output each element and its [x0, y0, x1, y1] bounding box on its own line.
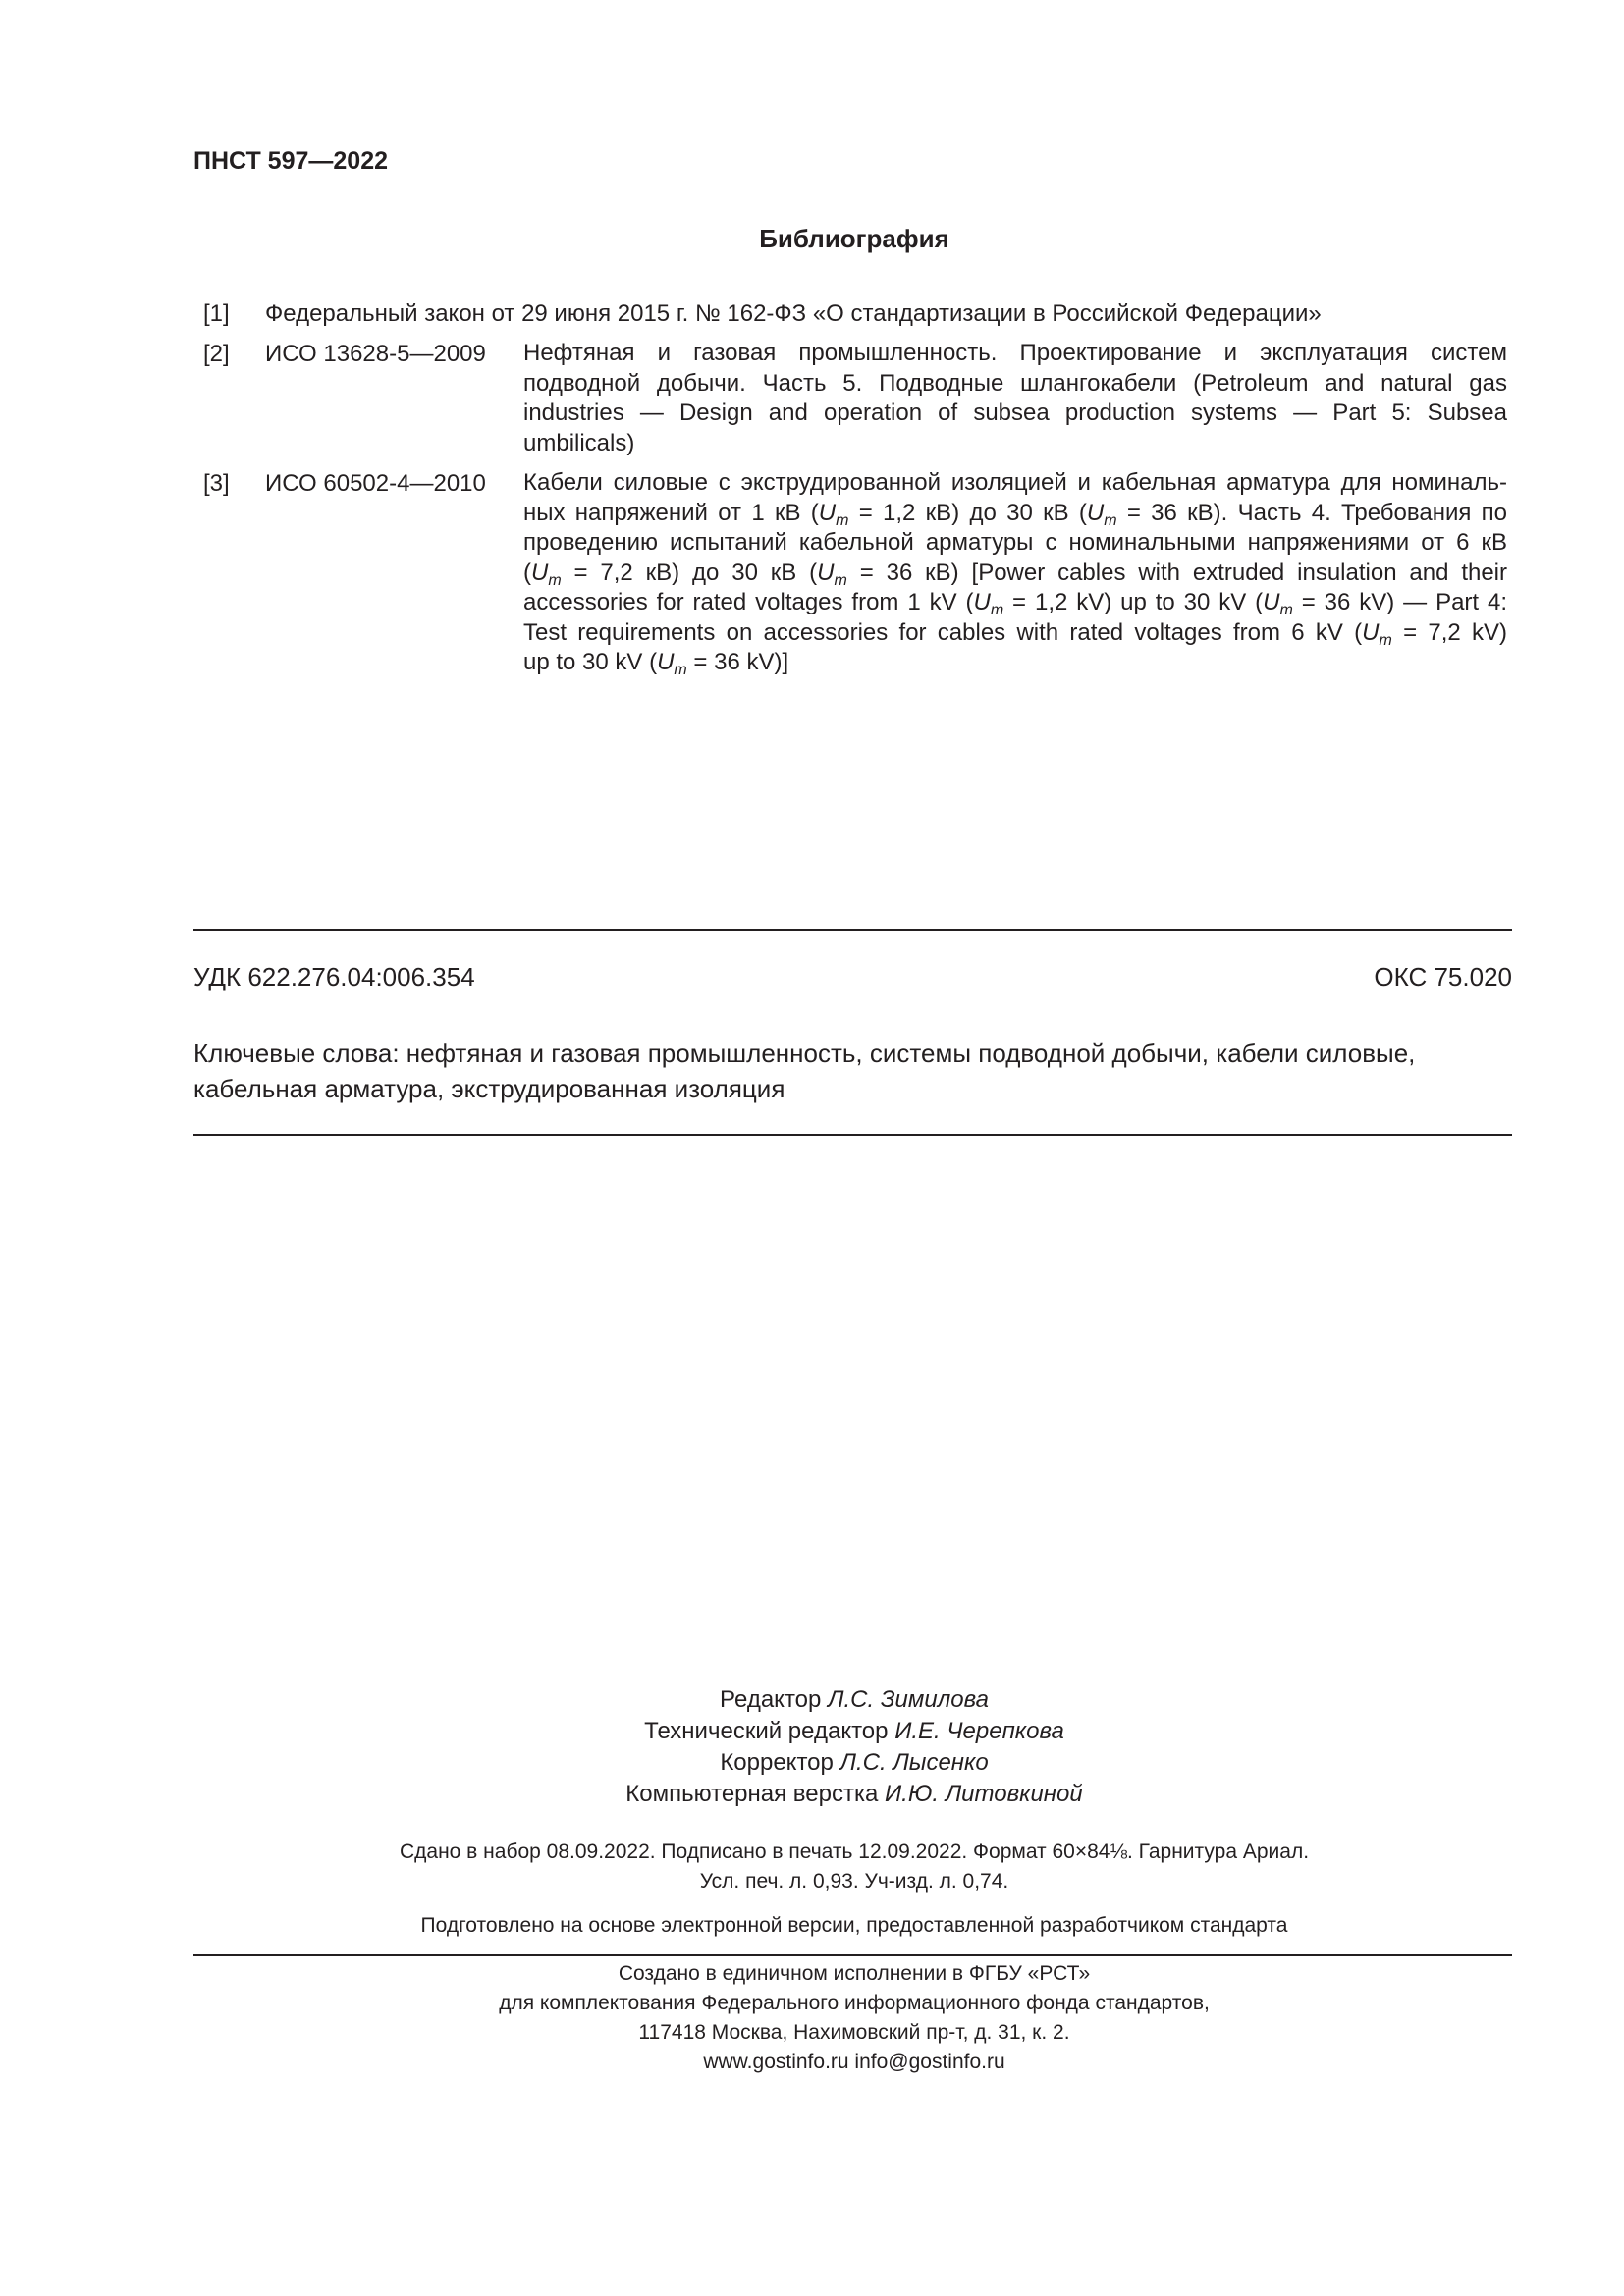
- credit-layout: Компьютерная верстка И.Ю. Литовкиной: [625, 1781, 1083, 1807]
- bib-text-3-line: accessories for rated voltages from 1 kV ($U_m = 1,2$ kV) up to 30 kV ($U_m = 36$ kV) — Part 4:: [523, 589, 1507, 618]
- bib-text-3-line: up to 30 kV ($U_m = 36$ kV)]: [523, 649, 789, 678]
- credits-block: [0, 1684, 1624, 1810]
- bib-text-2: [523, 339, 1507, 458]
- prepared-note: Подготовлено на основе электронной версии, предоставленной разработчиком стандарта: [420, 1914, 1288, 1937]
- credit-corrector: Корректор Л.С. Лысенко: [720, 1749, 989, 1776]
- udk-code: УДК 622.276.04:006.354: [193, 962, 475, 991]
- print-info-line: Усл. печ. л. 0,93. Уч-изд. л. 0,74.: [699, 1870, 1009, 1893]
- separator-rule: [193, 1134, 1512, 1136]
- bib-text-2-line: Нефтяная и газовая промышленность. Проектирование и эксплуатация систем: [523, 340, 1507, 366]
- bib-text-3-line: ($U_m = 7,2$ кВ) до 30 кВ ($U_m = 36$ кВ) [Power cables with extruded insulation and their: [523, 559, 1508, 589]
- footer-line: для комплектования Федерального информационного фонда стандартов,: [499, 1992, 1210, 2014]
- print-info-line: Сдано в набор 08.09.2022. Подписано в печать 12.09.2022. Формат 60×84⅛. Гарнитура Ариал.: [399, 1841, 1310, 1863]
- bib-number-3: [3]: [203, 470, 230, 497]
- bib-ref-2: ИСО 13628-5—2009: [265, 341, 486, 367]
- keywords: Ключевые слова: нефтяная и газовая промышленность, системы подводной добычи, кабели силовые, кабельная арматура, экструдированная изоляция: [193, 1039, 1416, 1103]
- separator-rule: [193, 1954, 1512, 1956]
- footer-line: www.gostinfo.ru info@gostinfo.ru: [703, 2051, 1005, 2073]
- credit-tech-editor: Технический редактор И.Е. Черепкова: [644, 1718, 1064, 1744]
- bib-text-3: [523, 468, 1507, 678]
- oks-code: ОКС 75.020: [1374, 962, 1512, 991]
- footer-line: Создано в единичном исполнении в ФГБУ «РСТ»: [618, 1962, 1091, 1985]
- print-info: [0, 1838, 1624, 1896]
- footer-block: [0, 1959, 1624, 2077]
- bib-text-3-line: проведению испытаний кабельной арматуры с номинальными напряжениями от 6 кВ: [523, 529, 1507, 556]
- footer-line: 117418 Москва, Нахимовский пр-т, д. 31, к. 2.: [638, 2021, 1070, 2044]
- bib-text-2-line: industries — Design and operation of subsea production systems — Part 5: Subsea: [523, 400, 1507, 426]
- bibliography-title: Библиография: [759, 224, 949, 253]
- bib-number-1: [1]: [203, 300, 230, 327]
- bib-text-2-line: подводной добычи. Часть 5. Подводные шлангокабели (Petroleum and natural gas: [523, 369, 1507, 397]
- bib-text-3-line: Кабели силовые с экструдированной изоляцией и кабельная арматура для номиналь-: [523, 469, 1507, 496]
- standard-code: ПНСТ 597—2022: [193, 147, 388, 175]
- bib-number-2: [2]: [203, 341, 230, 367]
- bib-text-2-line: umbilicals): [523, 429, 635, 456]
- bib-ref-3: ИСО 60502-4—2010: [265, 470, 486, 497]
- bib-text-3-line: Test requirements on accessories for cables with rated voltages from 6 kV ($U_m = 7,2$ kV): [523, 618, 1507, 649]
- separator-rule: [193, 929, 1512, 931]
- credit-editor: Редактор Л.С. Зимилова: [720, 1686, 989, 1713]
- bib-text-1: Федеральный закон от 29 июня 2015 г. № 162-ФЗ «О стандартизации в Российской Федерации»: [265, 300, 1322, 327]
- bib-text-3-line: ных напряжений от 1 кВ ($U_m = 1,2$ кВ) до 30 кВ ($U_m = 36$ кВ). Часть 4. Требования по: [523, 499, 1508, 529]
